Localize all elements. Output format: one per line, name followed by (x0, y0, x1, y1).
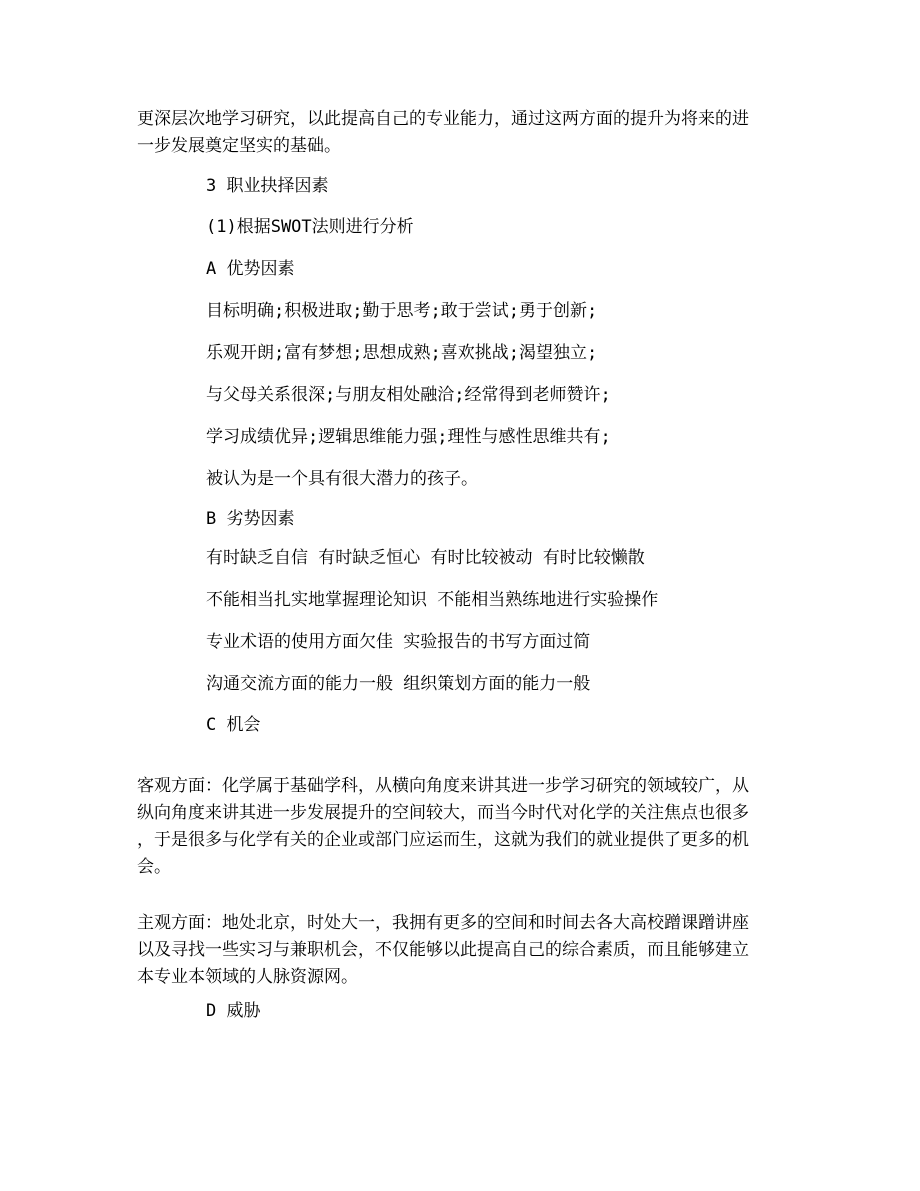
intro-line: 一步发展奠定坚实的基础。 (137, 136, 341, 156)
paragraph-line: 会。 (137, 857, 171, 877)
opportunities-heading: C 机会 (206, 715, 261, 735)
paragraph-line: 本专业本领域的人脉资源网。 (137, 967, 358, 987)
weakness-item: 专业术语的使用方面欠佳 实验报告的书写方面过简 (206, 632, 591, 652)
threats-heading: D 威胁 (206, 1001, 261, 1021)
intro-line: 更深层次地学习研究，以此提高自己的专业能力，通过这两方面的提升为将来的进 (137, 109, 749, 129)
weakness-item: 不能相当扎实地掌握理论知识 不能相当熟练地进行实验操作 (206, 590, 659, 610)
opportunities-subjective-paragraph (137, 910, 787, 991)
strength-item: 学习成绩优异;逻辑思维能力强;理性与感性思维共有; (206, 427, 611, 447)
swot-heading: (1)根据SWOT法则进行分析 (206, 217, 414, 237)
opportunities-objective-paragraph (137, 773, 787, 881)
strength-item: 被认为是一个具有很大潜力的孩子。 (206, 469, 478, 489)
paragraph-line: 主观方面：地处北京，时处大一，我拥有更多的空间和时间去各大高校蹭课蹭讲座 (137, 913, 749, 933)
weakness-item: 有时缺乏自信 有时缺乏恒心 有时比较被动 有时比较懒散 (206, 548, 645, 568)
paragraph-line: ，于是很多与化学有关的企业或部门应运而生，这就为我们的就业提供了更多的机 (137, 830, 749, 850)
paragraph-line: 客观方面：化学属于基础学科，从横向角度来讲其进一步学习研究的领域较广，从 (137, 776, 749, 796)
paragraph-line: 以及寻找一些实习与兼职机会，不仅能够以此提高自己的综合素质，而且能够建立 (137, 940, 749, 960)
strength-item: 与父母关系很深;与朋友相处融洽;经常得到老师赞许; (206, 385, 611, 405)
section-3-heading: 3 职业抉择因素 (206, 176, 329, 196)
strengths-heading: A 优势因素 (206, 259, 295, 279)
strength-item: 乐观开朗;富有梦想;思想成熟;喜欢挑战;渴望独立; (206, 343, 598, 363)
strength-item: 目标明确;积极进取;勤于思考;敢于尝试;勇于创新; (206, 301, 598, 321)
paragraph-line: 纵向角度来讲其进一步发展提升的空间较大，而当今时代对化学的关注焦点也很多 (137, 803, 749, 823)
weaknesses-heading: B 劣势因素 (206, 509, 295, 529)
intro-paragraph (137, 106, 787, 160)
weakness-item: 沟通交流方面的能力一般 组织策划方面的能力一般 (206, 674, 591, 694)
